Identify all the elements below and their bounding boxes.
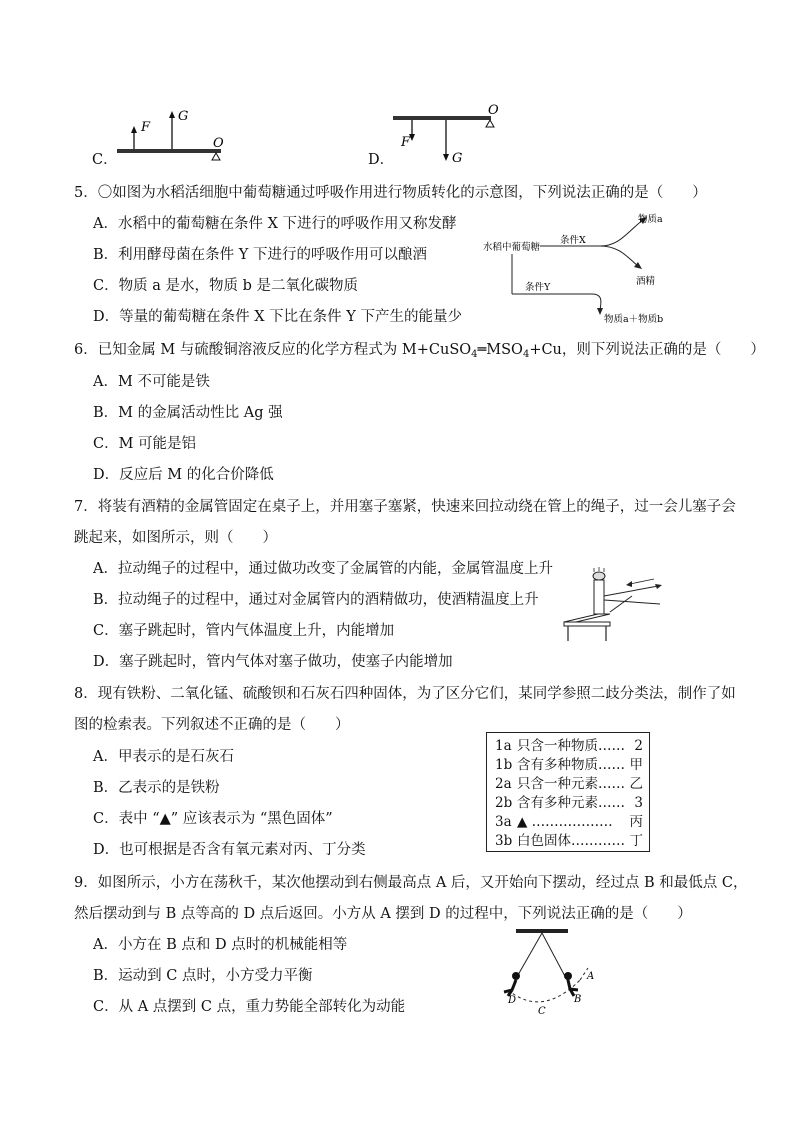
q6-option-d: D．反应后 M 的化合价降低 (93, 467, 274, 483)
metal-tube-figure (558, 566, 668, 642)
q6-option-c: C．M 可能是铝 (93, 436, 197, 452)
q8-option-a: A．甲表示的是石灰石 (93, 749, 234, 765)
q9-option-b: B．运动到 C 点时，小方受力平衡 (93, 968, 313, 984)
pivot-o-label: O (213, 136, 224, 151)
key-row: 3b 白色固体………… 丁 (495, 833, 643, 849)
force-f-label: F (141, 120, 151, 135)
q6-subscript: 4 (471, 349, 478, 360)
key-row: 3a ▲ ……………… 丙 (495, 814, 643, 830)
lever-figure-c (112, 106, 232, 162)
q9-stem-line1: 9．如图所示，小方在荡秋千，某次他摆动到右侧最高点 A 后，又开始向下摆动，经过点 B 和最低点 C， (74, 875, 748, 891)
swing-figure (494, 926, 604, 1020)
key-row: 1a 只含一种物质…… 2 (495, 738, 643, 754)
q8-stem-line2: 图的检索表。下列叙述不正确的是（ ） (74, 717, 350, 733)
q9-option-c: C．从 A 点摆到 C 点，重力势能全部转化为动能 (93, 999, 406, 1015)
key-row: 2a 只含一种元素…… 乙 (495, 776, 643, 792)
force-f-label: F (401, 135, 411, 150)
q7-option-d: D．塞子跳起时，管内气体对塞子做功，使塞子内能增加 (93, 654, 453, 670)
q5-option-b: B．利用酵母菌在条件 Y 下进行的呼吸作用可以酿酒 (93, 247, 427, 263)
option-d-label: D． (368, 152, 395, 168)
product-alcohol-label: 酒精 (636, 276, 656, 287)
q9-option-a: A．小方在 B 点和 D 点时的机械能相等 (93, 937, 348, 953)
q7-option-c: C．塞子跳起时，管内气体温度上升，内能增加 (93, 623, 395, 639)
q7-stem-line2: 跳起来，如图所示，则（ ） (74, 530, 277, 546)
q6-stem-mid: ═MSO (477, 342, 523, 358)
q8-option-d: D．也可根据是否含有氧元素对丙、丁分类 (93, 842, 366, 858)
condition-x-label: 条件X (560, 235, 586, 246)
q8-option-c: C．表中 “▲” 应该表示为 “黑色固体” (93, 811, 333, 827)
pivot-o-label: O (488, 103, 499, 118)
q5-option-d: D．等量的葡萄糖在条件 X 下比在条件 Y 下产生的能量少 (93, 309, 462, 325)
key-row: 1b 含有多种物质…… 甲 (495, 757, 643, 773)
point-a-label: A (587, 971, 595, 982)
point-b-label: B (574, 994, 582, 1005)
q6-option-a: A．M 不可能是铁 (93, 374, 210, 390)
source-label: 水稻中葡萄糖 (483, 242, 541, 253)
key-row: 2b 含有多种元素…… 3 (495, 795, 643, 811)
q8-stem-line1: 8．现有铁粉、二氧化锰、硫酸钡和石灰石四种固体，为了区分它们，某同学参照二歧分类法，制作了如 (74, 686, 736, 702)
q5-stem: 5．〇如图为水稻活细胞中葡萄糖通过呼吸作用进行物质转化的示意图，下列说法正确的是（ ） (74, 185, 707, 201)
force-g-label: G (452, 151, 463, 166)
q7-option-b: B．拉动绳子的过程中，通过对金属管内的酒精做功，使酒精温度上升 (93, 592, 539, 608)
q8-option-b: B．乙表示的是铁粉 (93, 780, 220, 796)
q5-option-c: C．物质 a 是水，物质 b 是二氧化碳物质 (93, 278, 358, 294)
q6-stem-post: +Cu，则下列说法正确的是（ ） (529, 342, 765, 358)
lever-figure-d (390, 100, 510, 168)
q7-stem-line1: 7．将装有酒精的金属管固定在桌子上，并用塞子塞紧，快速来回拉动绕在管上的绳子，过一会儿塞子会 (74, 499, 736, 515)
force-g-label: G (178, 109, 189, 124)
dichotomous-key-table (486, 732, 650, 852)
point-d-label: D (508, 995, 517, 1006)
q5-option-a: A．水稻中的葡萄糖在条件 X 下进行的呼吸作用又称发酵 (93, 216, 457, 232)
q7-option-a: A．拉动绳子的过程中，通过做功改变了金属管的内能，金属管温度上升 (93, 561, 553, 577)
option-c-label: C． (92, 152, 118, 168)
q6-stem (74, 340, 765, 360)
product-a-label: 物质a (638, 214, 663, 225)
point-c-label: C (538, 1006, 546, 1017)
condition-y-label: 条件Y (525, 282, 551, 293)
q6-stem-pre: 6．已知金属 M 与硫酸铜溶液反应的化学方程式为 M+CuSO (74, 342, 472, 358)
respiration-diagram (480, 206, 690, 328)
q6-option-b: B．M 的金属活动性比 Ag 强 (93, 405, 283, 421)
q6-subscript: 4 (522, 349, 530, 360)
product-ab-label: 物质a＋物质b (604, 314, 664, 325)
q9-stem-line2: 然后摆动到与 B 点等高的 D 点后返回。小方从 A 摆到 D 的过程中，下列说法正确的是（ ） (74, 906, 692, 922)
